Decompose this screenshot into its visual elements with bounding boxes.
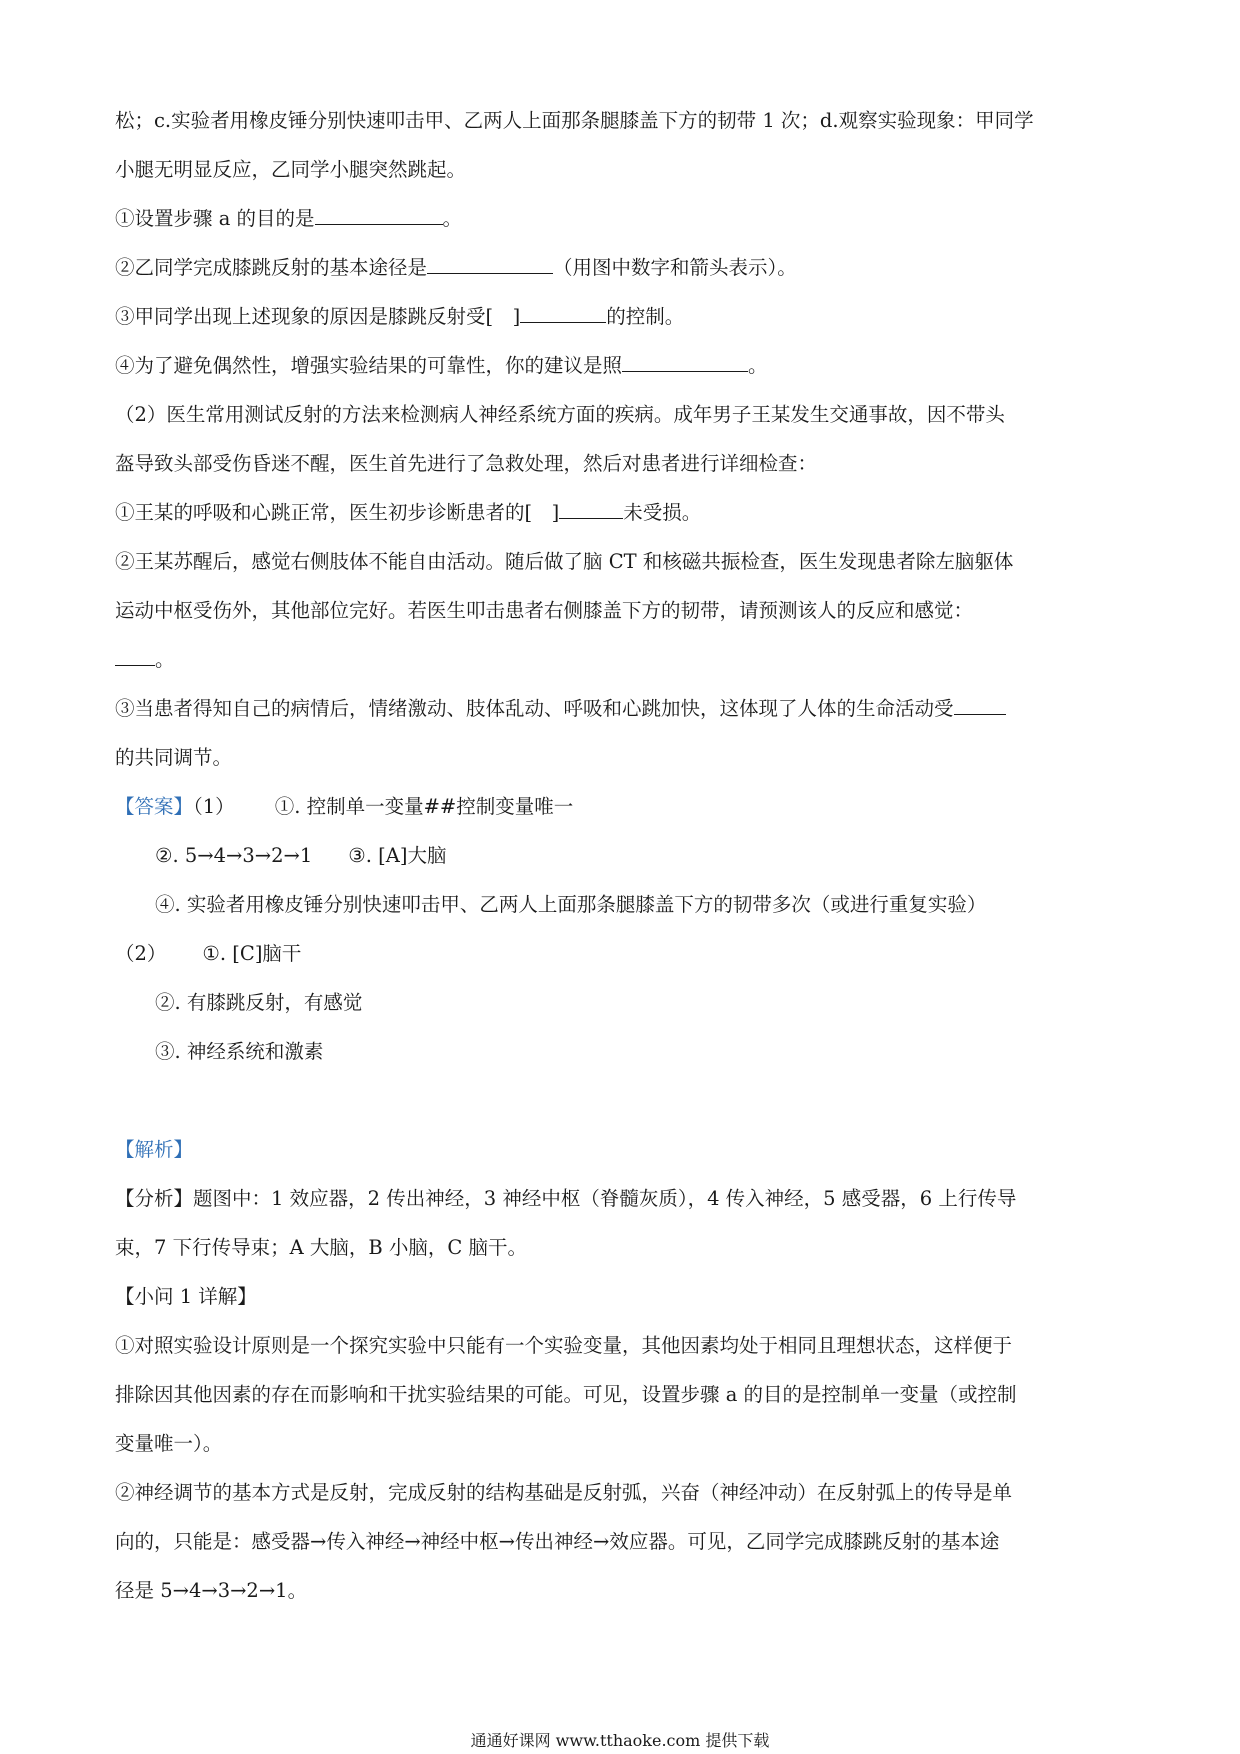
answer-blank: [520, 298, 606, 323]
analysis-tag: 【解析】: [115, 1138, 194, 1161]
question-line: 的共同调节。: [115, 746, 233, 769]
analysis-line: 向的，只能是：感受器→传入神经→神经中枢→传出神经→效应器。可见，乙同学完成膝跳反射的基本途: [115, 1530, 1000, 1553]
question-line: （2）医生常用测试反射的方法来检测病人神经系统方面的疾病。成年男子王某发生交通事故，因不带头: [115, 403, 1005, 426]
question-1b: ②乙同学完成膝跳反射的基本途径是 （用图中数字和箭头表示）。: [115, 243, 1125, 292]
page-footer: 通通好课网 www.tthaoke.com 提供下载: [470, 1731, 770, 1750]
answer-line: ④. 实验者用橡皮锤分别快速叩击甲、乙两人上面那条腿膝盖下方的韧带多次（或进行重复实验）: [155, 893, 987, 916]
detail-tag: 【小问 1 详解】: [115, 1285, 257, 1308]
answer-line-2-label: （2） ①. [C]脑干: [115, 942, 302, 965]
answer-line: ②. 有膝跳反射，有感觉: [155, 991, 363, 1014]
analysis-line: 束，7 下行传导束；A 大脑，B 小脑，C 脑干。: [115, 1236, 528, 1259]
analysis-line: 变量唯一）。: [115, 1432, 223, 1455]
answer-blank: [115, 641, 155, 666]
analysis-line: 径是 5→4→3→2→1。: [115, 1579, 308, 1602]
answer-line-2: ②. 5→4→3→2→1 ③. [A]大脑: [155, 844, 447, 867]
answer-blank: [315, 200, 443, 225]
question-line: 运动中枢受伤外，其他部位完好。若医生叩击患者右侧膝盖下方的韧带，请预测该人的反应和感觉：: [115, 599, 974, 622]
question-2b-blank-line: 。: [115, 635, 1125, 684]
question-1c: ③甲同学出现上述现象的原因是膝跳反射受[ ] 的控制。: [115, 292, 1125, 341]
question-line: 小腿无明显反应，乙同学小腿突然跳起。: [115, 158, 467, 181]
answer-line: ③. 神经系统和激素: [155, 1040, 324, 1063]
answer-blank: [559, 494, 623, 519]
question-1a: ①设置步骤 a 的目的是 。: [115, 194, 1125, 243]
answer-line-1: 【答案】（1） ①. 控制单一变量##控制变量唯一: [115, 795, 574, 818]
question-2a: ①王某的呼吸和心跳正常，医生初步诊断患者的[ ] 未受损。: [115, 488, 1125, 537]
answer-blank: [954, 690, 1006, 715]
question-1d: ④为了避免偶然性，增强实验结果的可靠性，你的建议是照 。: [115, 341, 1125, 390]
analysis-line: ②神经调节的基本方式是反射，完成反射的结构基础是反射弧，兴奋（神经冲动）在反射弧上的传导是单: [115, 1481, 1013, 1504]
answer-blank: [427, 249, 553, 274]
analysis-line: 【分析】题图中：1 效应器，2 传出神经，3 神经中枢（脊髓灰质），4 传入神经，5 感受器，6 上行传导: [115, 1187, 1017, 1210]
analysis-line: ①对照实验设计原则是一个探究实验中只能有一个实验变量，其他因素均处于相同且理想状态，这样便于: [115, 1334, 1013, 1357]
question-line: 盔导致头部受伤昏迷不醒，医生首先进行了急救处理，然后对患者进行详细检查：: [115, 452, 818, 475]
document-page: [115, 96, 1125, 1615]
answer-blank: [622, 347, 748, 372]
spacer: [115, 1076, 1125, 1125]
analysis-line: 排除因其他因素的存在而影响和干扰实验结果的可能。可见，设置步骤 a 的目的是控制单一变量（或控制: [115, 1383, 1017, 1406]
question-line: 松；c.实验者用橡皮锤分别快速叩击甲、乙两人上面那条腿膝盖下方的韧带 1 次；d.观察实验现象：甲同学: [115, 109, 1034, 132]
question-2c: ③当患者得知自己的病情后，情绪激动、肢体乱动、呼吸和心跳加快，这体现了人体的生命活动受: [115, 684, 1125, 733]
answer-tag: 【答案】: [115, 795, 194, 818]
question-line: ②王某苏醒后，感觉右侧肢体不能自由活动。随后做了脑 CT 和核磁共振检查，医生发现患者除左脑躯体: [115, 550, 1014, 573]
